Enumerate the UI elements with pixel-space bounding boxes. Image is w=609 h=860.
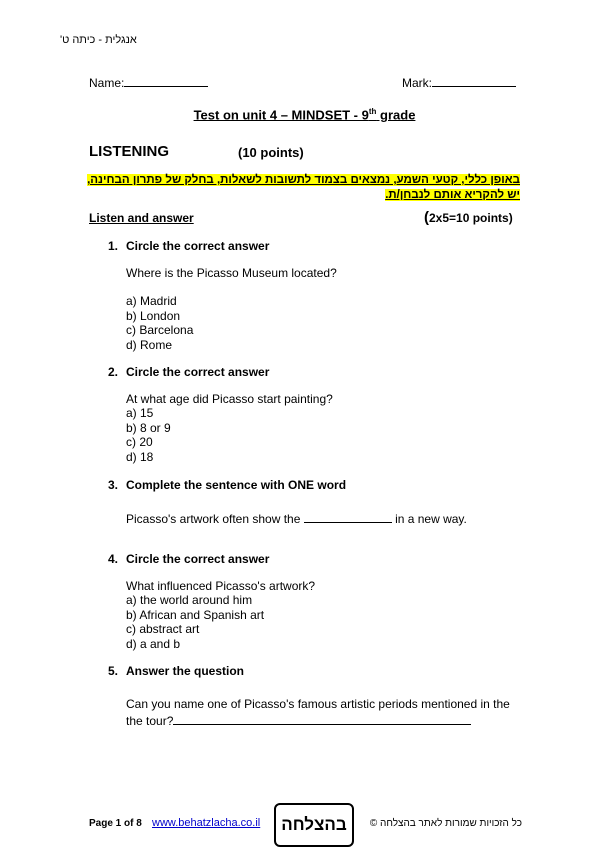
site-link[interactable]: www.behatzlacha.co.il: [152, 817, 261, 829]
option[interactable]: d) 18: [126, 449, 154, 464]
option[interactable]: a) Madrid: [126, 294, 177, 308]
option[interactable]: d) Rome: [126, 337, 173, 352]
q5-question-line-1: Can you name one of Picasso's famous artistic periods mentioned in the: [126, 697, 510, 711]
q5-number: 5.: [108, 664, 119, 678]
section-points: (10 points): [238, 145, 304, 160]
option[interactable]: c) abstract art: [126, 622, 200, 636]
copyright-note: כל הזכויות שמורות לאתר בהצלחה ©: [369, 818, 522, 829]
q2-prompt: At what age did Picasso start painting?: [126, 392, 333, 406]
notice-line-2: יש להקריא אותם לנבחן/ת.: [385, 189, 520, 201]
q3-answer-blank[interactable]: [304, 511, 392, 523]
section-title: LISTENING: [89, 143, 170, 160]
q2-number: 2.: [108, 365, 119, 379]
q2-instruction: Circle the correct answer: [126, 365, 270, 379]
mark-blank[interactable]: [432, 75, 516, 87]
option[interactable]: c) 20: [126, 435, 153, 449]
q3-instruction: Complete the sentence with ONE word: [126, 478, 347, 492]
q1-options: [126, 294, 193, 352]
q5-question-line-2: the tour?: [126, 713, 471, 729]
page-number: Page 1 of 8: [89, 818, 142, 829]
page-title: Test on unit 4 – MINDSET - 9th grade: [193, 107, 416, 123]
q2-options: [126, 406, 171, 464]
mark-field: [402, 75, 516, 91]
q4-prompt: What influenced Picasso's artwork?: [126, 579, 316, 593]
q3-sentence: Picasso's artwork often show the in a new way.: [126, 512, 467, 526]
brand-logo: בהצלחה: [274, 803, 354, 847]
option[interactable]: b) London: [126, 308, 181, 323]
q1-prompt: Where is the Picasso Museum located?: [126, 266, 337, 280]
q3-number: 3.: [108, 478, 119, 492]
notice-line-1: באופן כללי, קטעי השמע, נמצאים בצמוד לתשובות לשאלות, בחלק של פתרון הבחינה,: [87, 174, 520, 186]
name-label: Name:: [89, 76, 125, 90]
q5-instruction: Answer the question: [126, 664, 245, 678]
q4-instruction: Circle the correct answer: [126, 552, 270, 566]
option[interactable]: b) African and Spanish art: [126, 607, 265, 622]
q5-answer-blank[interactable]: [173, 713, 471, 725]
task-score: (2x5=10 points): [424, 209, 513, 226]
option[interactable]: a) the world around him: [126, 593, 253, 607]
option[interactable]: c) Barcelona: [126, 323, 194, 337]
name-blank[interactable]: [124, 75, 208, 87]
q4-options: [126, 593, 264, 651]
mark-label: Mark:: [402, 76, 432, 90]
option[interactable]: b) 8 or 9: [126, 420, 171, 435]
q1-number: 1.: [108, 239, 119, 253]
name-field: [89, 75, 208, 91]
q1-instruction: Circle the correct answer: [126, 239, 270, 253]
task-label: Listen and answer: [89, 211, 194, 225]
option[interactable]: d) a and b: [126, 636, 181, 651]
q4-number: 4.: [108, 552, 119, 566]
option[interactable]: a) 15: [126, 406, 154, 420]
notice-box: [86, 173, 520, 203]
subject-header: אנגלית - כיתה ט': [60, 34, 137, 46]
